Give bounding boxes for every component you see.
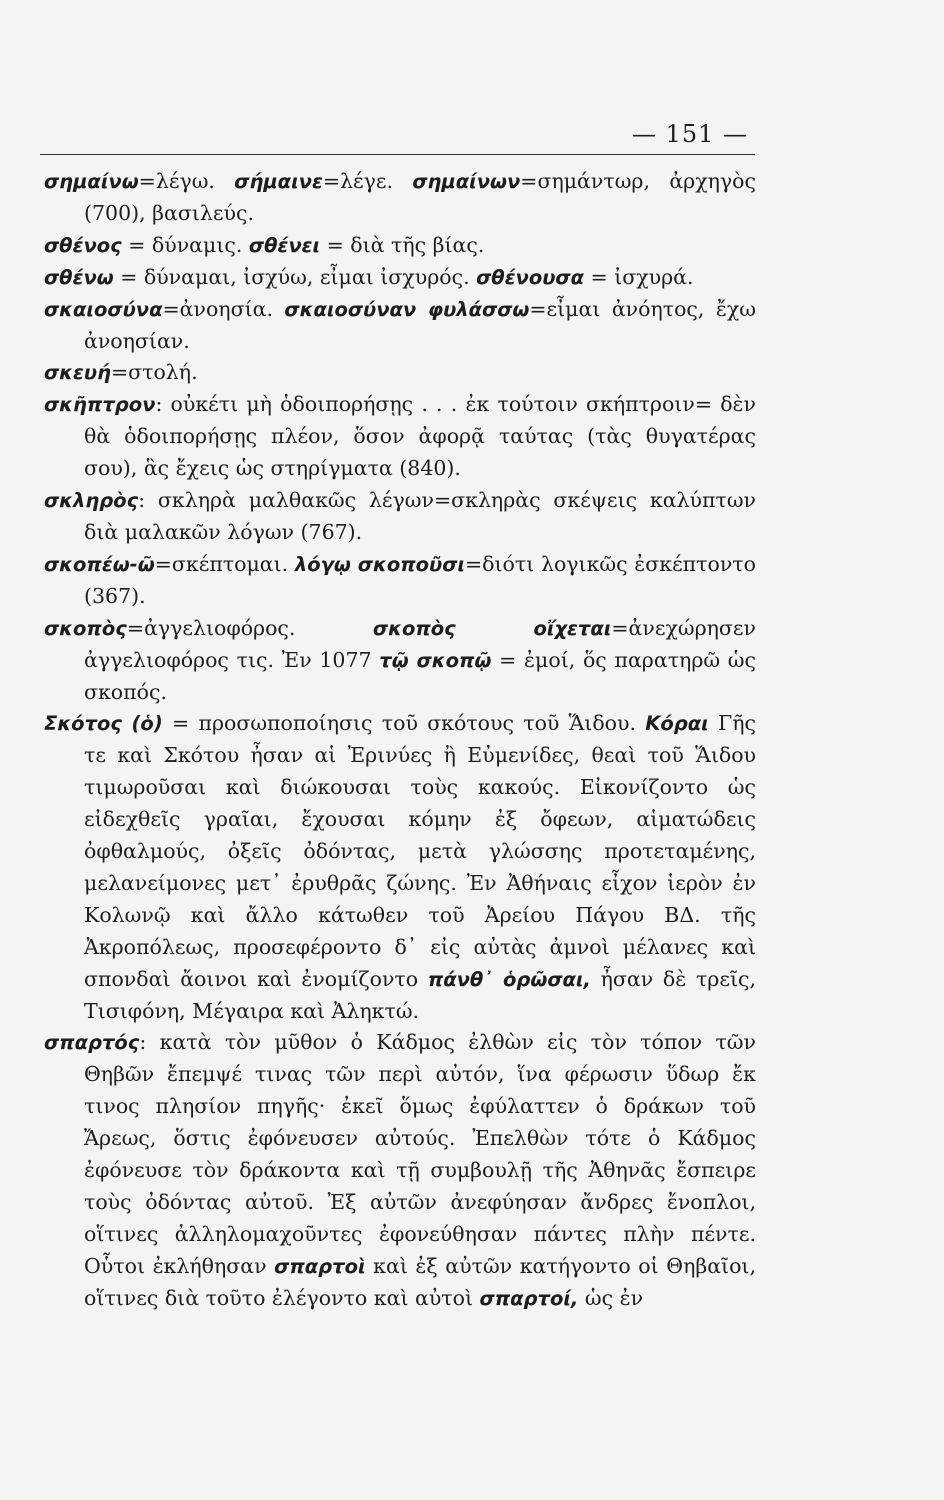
entry-stheno bbox=[44, 262, 756, 294]
entry-skopeo bbox=[44, 549, 756, 613]
definition: = δύναμις. bbox=[121, 232, 249, 257]
header-rule bbox=[40, 154, 755, 155]
lemma-form: σθένουσα bbox=[476, 265, 584, 289]
definition: : κατὰ τὸν μῦθον ὁ Κάδμος ἐλθὼν εἰς τὸν τόπον τῶν Θηβῶν ἔπεμψέ τινας τῶν περὶ αὐτόν, ἵνα φέρωσιν ὕδωρ ἔκ τινος πλησίον πηγῆς· ἐκεῖ ὅμως ἐφύλαττεν ὁ δράκων τοῦ Ἄρεως, ὅστις ἐφόνευσεν αὐτούς. Ἐπελθὼν τότε ὁ Κάδμος ἐφόνευσε τὸν δράκοντα καὶ τῇ συμβουλῇ τῆς Ἀθηνᾶς ἔσπειρε τοὺς ὀδόντας αὐτοῦ. Ἐξ αὐτῶν ἀνεφύησαν ἄνδρες ἔνοπλοι, οἵτινες ἀλληλομαχοῦντες ἐφονεύθησαν πάντες πλὴν πέντε. Οὗτοι ἐκλήθησαν bbox=[84, 1030, 756, 1278]
definition: : σκληρὰ μαλθακῶς λέγων=σκληρὰς σκέψεις καλύπτων διὰ μαλακῶν λόγων (767). bbox=[84, 488, 756, 544]
definition: =ἀγγελιοφόρος. bbox=[126, 615, 373, 640]
definition: ἦσαν δὲ τρεῖς, Τισιφόνη, Μέγαιρα καὶ Ἀληκτώ. bbox=[84, 966, 756, 1023]
entry-semaino bbox=[44, 166, 756, 230]
definition: =ἀνοησία. bbox=[162, 296, 285, 321]
lemma-form: σθένει bbox=[248, 233, 321, 257]
lemma: σθένος bbox=[44, 233, 122, 257]
entry-skeve bbox=[44, 357, 756, 389]
definition: =εἶμαι ἀνόητος, ἔχω ἀνοησίαν. bbox=[84, 296, 756, 353]
lemma-form: σήμαινε bbox=[234, 170, 323, 193]
lemma: σκληρὸς bbox=[44, 489, 139, 513]
page-number: — 151 — bbox=[631, 120, 749, 148]
entry-skleros bbox=[44, 485, 756, 549]
entry-spartos bbox=[44, 1027, 756, 1314]
lemma: σκῆπτρον bbox=[44, 393, 156, 417]
definition: =στολή. bbox=[110, 360, 198, 385]
lemma: σκαιοσύνα bbox=[44, 297, 163, 321]
glossary-body bbox=[44, 166, 756, 1315]
entry-skaiosyna bbox=[44, 294, 756, 358]
definition: =ἀνεχώρησεν ἀγγελιοφόρος τις. Ἐν 1077 bbox=[84, 615, 756, 672]
definition: = δύναμαι, ἰσχύω, εἶμαι ἰσχυρός. bbox=[113, 264, 477, 289]
lemma-form: πάνθ᾽ ὁρῶσαι, bbox=[427, 967, 591, 991]
definition: =διότι λογικῶς ἐσκέπτοντο (367). bbox=[84, 551, 756, 608]
lemma-form: σπαρτοὶ bbox=[274, 1254, 366, 1278]
lemma-form: σημαίνων bbox=[412, 170, 521, 193]
definition: ὡς ἐν bbox=[578, 1285, 644, 1310]
definition: =σημάντωρ, ἀρχηγὸς (700), βασιλεύς. bbox=[84, 169, 756, 225]
lemma: Σκότος (ὁ) bbox=[44, 712, 163, 736]
entry-skopos bbox=[44, 613, 756, 709]
lemma: σκοπέω-ῶ bbox=[44, 552, 155, 576]
definition: = ἐμοί, ὅς παρατηρῶ ὡς σκοπός. bbox=[84, 647, 756, 704]
lemma-form: λόγῳ σκοποῦσι bbox=[294, 552, 465, 576]
definition: : οὐκέτι μὴ ὁδοιπορήσῃς . . . ἐκ τούτοιν σκήπτροιν= δὲν θὰ ὁδοιπορήσῃς πλέον, ὅσον ἀφορᾷ ταύτας (τὰς θυγατέρας σου), ἃς ἔχεις ὡς στηρίγματα (840). bbox=[84, 392, 756, 481]
lemma-form: σκοπὸς οἴχεται bbox=[372, 616, 612, 640]
entry-skotos bbox=[44, 708, 756, 1027]
definition: = προσωποποίησις τοῦ σκότους τοῦ Ἅιδου. bbox=[162, 711, 646, 736]
lemma: σκοπὸς bbox=[44, 616, 127, 640]
lemma-form: σκαιοσύναν φυλάσσω bbox=[284, 297, 530, 321]
lemma: σπαρτός bbox=[44, 1031, 140, 1055]
lemma-form: σπαρτοί, bbox=[479, 1286, 579, 1310]
definition: =λέγω. bbox=[138, 169, 235, 193]
entry-sthenos bbox=[44, 230, 756, 262]
definition: =λέγε. bbox=[322, 169, 413, 193]
lemma-form: Κόραι bbox=[645, 712, 709, 736]
lemma-form: τῷ σκοπῷ bbox=[379, 648, 492, 672]
entry-skeptron bbox=[44, 389, 756, 485]
lemma: σκευή bbox=[44, 361, 111, 385]
lemma: σθένω bbox=[44, 265, 114, 289]
definition: Γῆς τε καὶ Σκότου ἦσαν αἱ Ἐρινύες ἢ Εὐμενίδες, θεαὶ τοῦ Ἅιδου τιμωροῦσαι καὶ διώκουσαι τοὺς κακούς. Εἰκονίζοντο ὡς εἰδεχθεῖς γραῖαι, ἔχουσαι κόμην ἐξ ὄφεων, αἱματώδεις ὀφθαλμούς, ὀξεῖς ὀδόντας, μετὰ γλώσσης προτεταμένης, μελανείμονες μετ᾽ ἐρυθρᾶς ζώνης. Ἐν Ἀθήναις εἶχον ἱερὸν ἐν Κολωνῷ καὶ ἄλλο κάτωθεν τοῦ Ἀρείου Πάγου ΒΔ. τῆς Ἀκροπόλεως, προσεφέροντο δ᾽ εἰς αὐτὰς ἀμνοὶ μέλανες καὶ σπονδαὶ ἄοινοι καὶ ἐνομίζοντο bbox=[84, 711, 757, 991]
lemma: σημαίνω bbox=[44, 170, 139, 193]
definition: =σκέπτομαι. bbox=[154, 551, 295, 576]
definition: = διὰ τῆς βίας. bbox=[320, 232, 485, 257]
definition: = ἰσχυρά. bbox=[583, 264, 694, 289]
definition: καὶ ἐξ αὐτῶν κατήγοντο οἱ Θηβαῖοι, οἵτινες διὰ τοῦτο ἐλέγοντο καὶ αὐτοὶ bbox=[84, 1253, 756, 1310]
